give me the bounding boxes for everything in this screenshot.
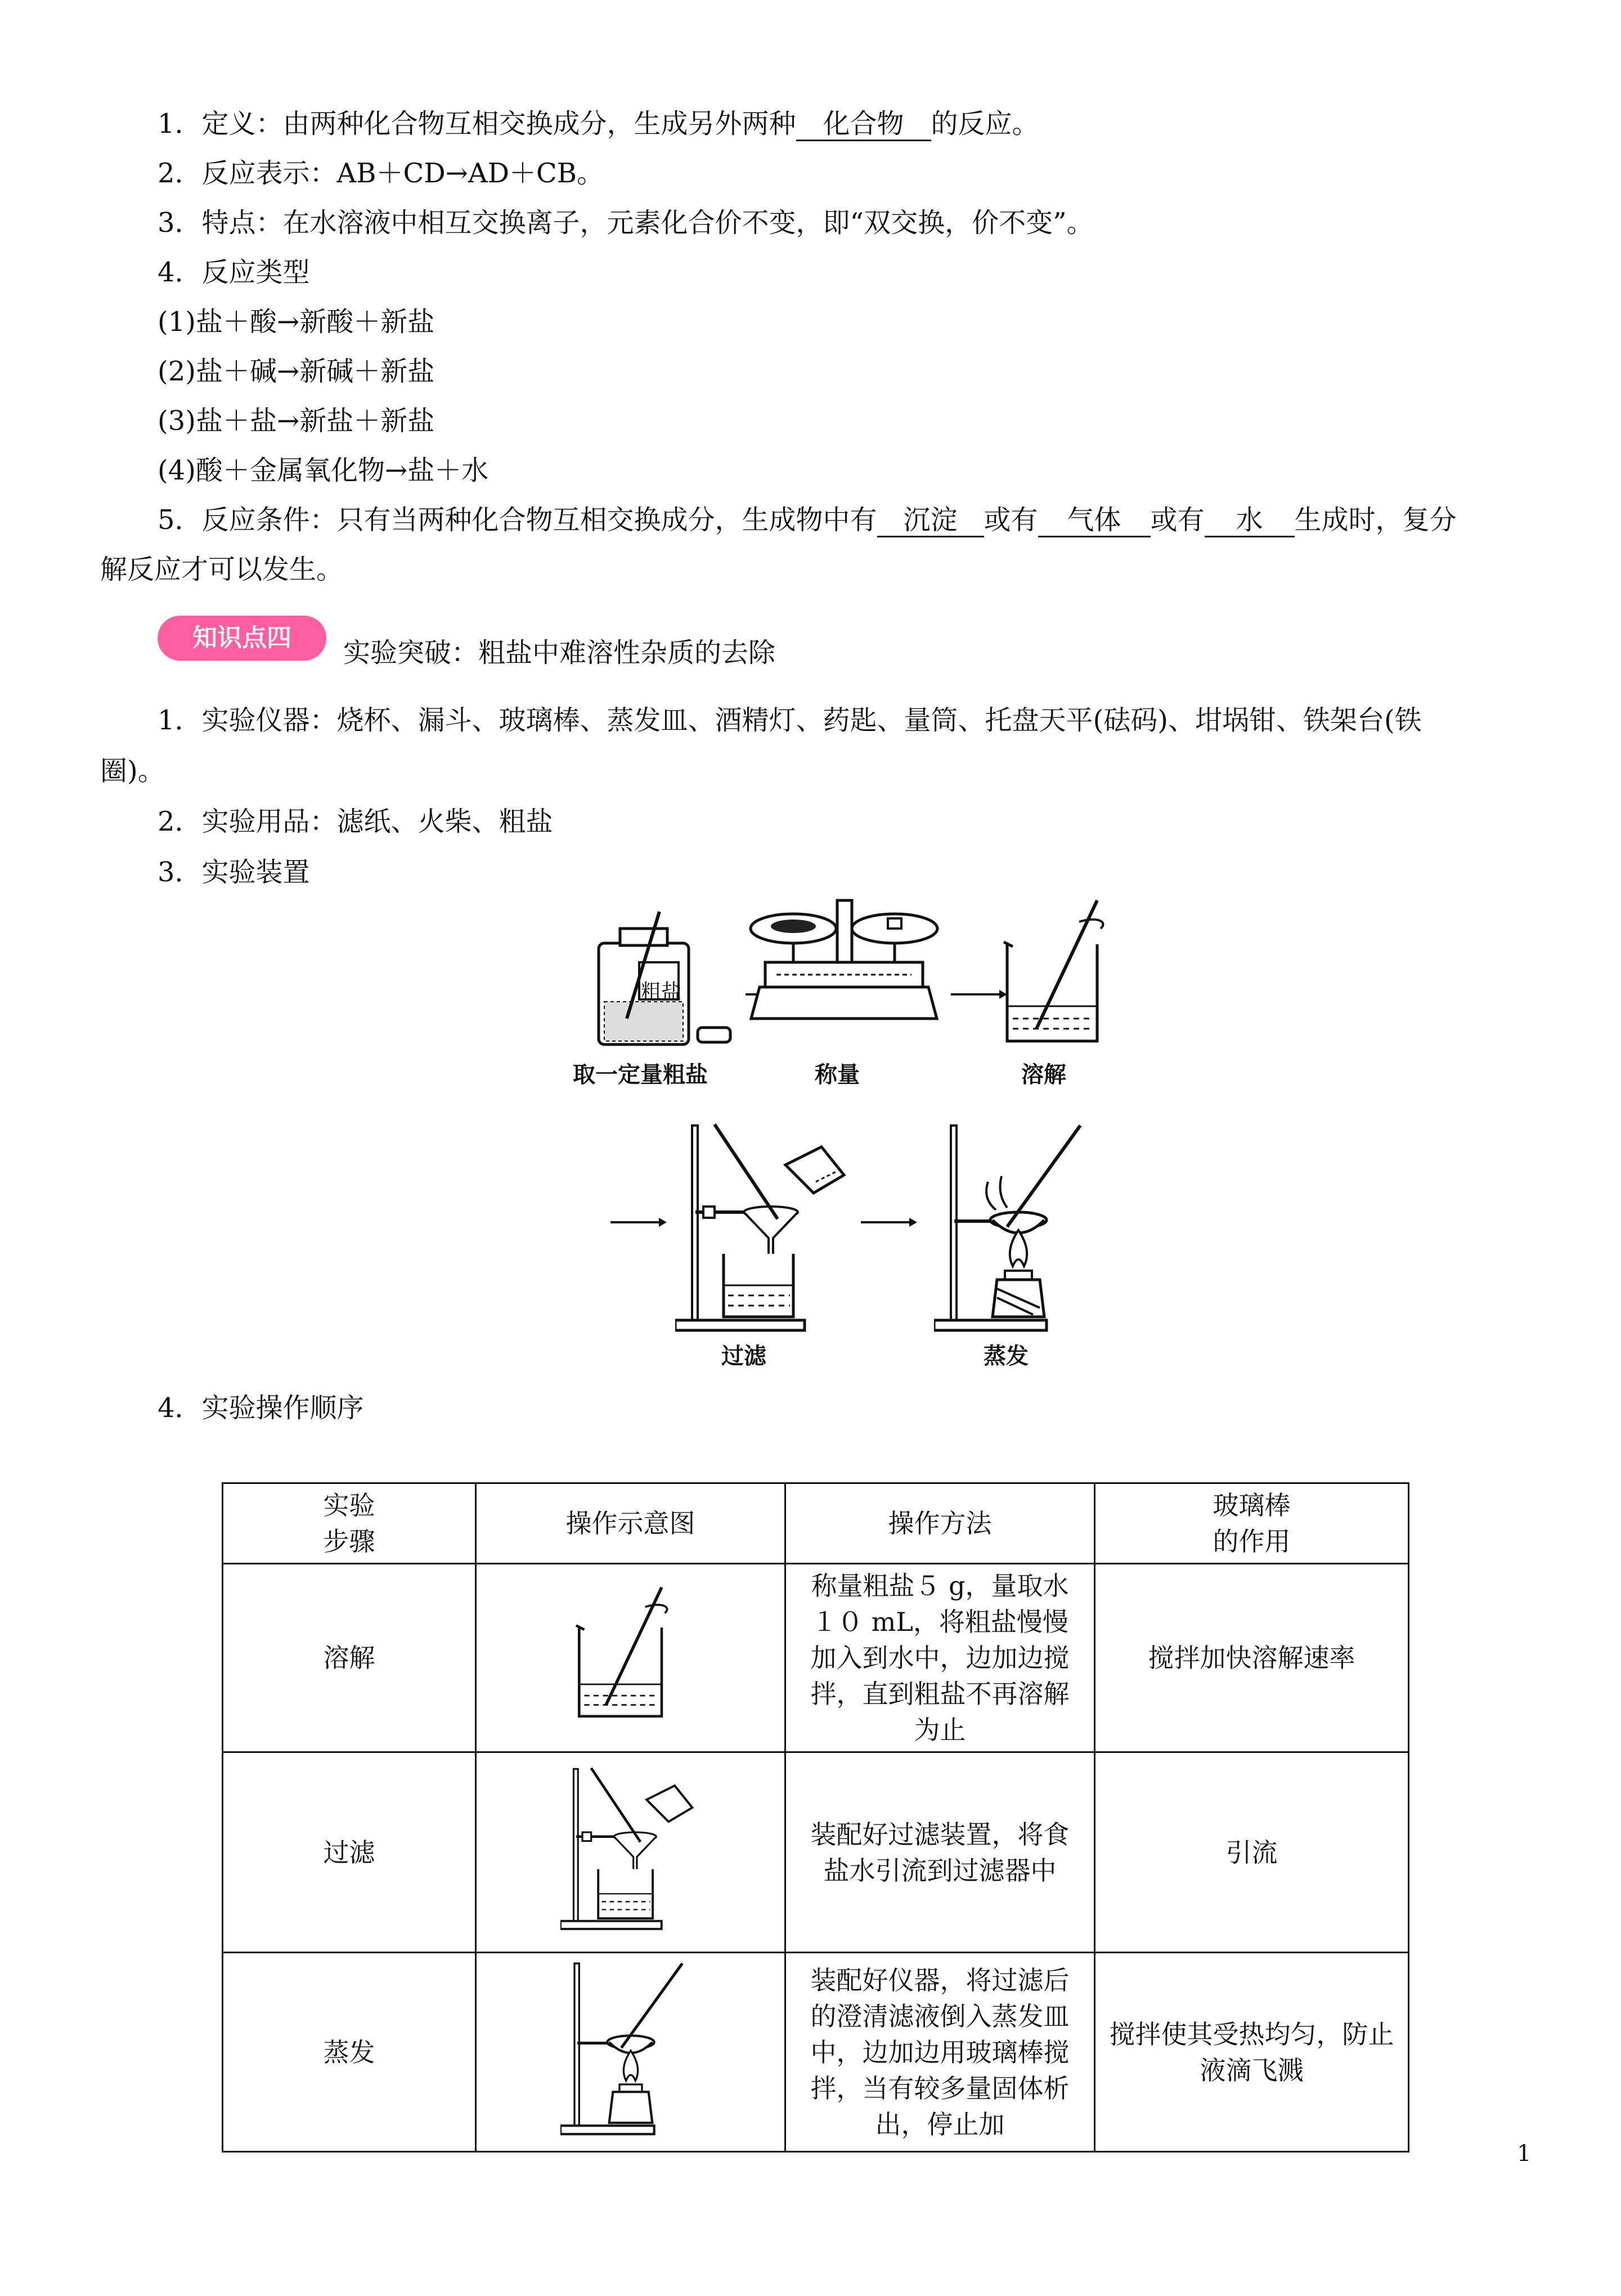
answer-precipitate: 沉淀 [877, 504, 984, 537]
caption-take-salt: 取一定量粗盐 [573, 1062, 708, 1088]
reaction-type-2: (2)盐＋碱→新碱＋新盐 [158, 356, 435, 387]
instruments-cont: 圈)。 [100, 755, 165, 787]
reaction-type-3: (3)盐＋盐→新盐＋新盐 [158, 405, 435, 437]
condition-or-2: 或有 [1150, 504, 1205, 536]
definition-line [158, 106, 1039, 142]
evaporate-diagram [560, 1958, 701, 2138]
role-cell: 引流 [1095, 1752, 1409, 1953]
header-method: 操作方法 [785, 1483, 1095, 1564]
filtration-illustration [675, 1120, 855, 1334]
role-cell: 搅拌使其受热均匀，防止液滴飞溅 [1095, 1953, 1409, 2152]
filter-diagram [560, 1758, 701, 1938]
diagram-cell [476, 1564, 785, 1752]
reaction-type-4: (4)酸＋金属氧化物→盐＋水 [158, 455, 489, 486]
method-cell: 装配好仪器，将过滤后的澄清滤液倒入蒸发皿中，边加边用玻璃棒搅拌，当有较多量固体析出，停止加 [785, 1953, 1095, 2152]
header-diagram: 操作示意图 [476, 1483, 785, 1564]
condition-end: 生成时，复分 [1294, 504, 1457, 536]
answer-compound: 化合物 [796, 108, 931, 141]
reaction-condition-cont: 解反应才可以发生。 [100, 554, 344, 585]
bottle-illustration [592, 889, 738, 1052]
table-row [223, 1752, 1409, 1953]
diagram-cell [476, 1752, 785, 1953]
apparatus-heading: 3．实验装置 [158, 856, 310, 888]
reaction-condition-line [158, 502, 1457, 538]
caption-filter: 过滤 [721, 1343, 766, 1369]
method-cell: 称量粗盐５ g，量取水１０ mL，将粗盐慢慢加入到水中，边加边搅拌，直到粗盐不再溶解为止 [785, 1564, 1095, 1752]
page-number: 1 [1517, 2141, 1532, 2167]
definition-end: 的反应。 [931, 108, 1039, 140]
caption-dissolve: 溶解 [1021, 1062, 1066, 1088]
materials-line: 2．实验用品：滤纸、火柴、粗盐 [158, 806, 553, 837]
balance-illustration [743, 878, 945, 1047]
role-cell: 搅拌加快溶解速率 [1095, 1564, 1409, 1752]
condition-or-1: 或有 [984, 504, 1038, 536]
evaporation-illustration [934, 1120, 1103, 1334]
arrow-4 [861, 1216, 917, 1229]
dissolve-diagram [569, 1575, 693, 1732]
bottle-label: 粗盐 [641, 980, 682, 1003]
table-row [223, 1953, 1409, 2152]
definition-text: 1．定义：由两种化合物互相交换成分，生成另外两种 [158, 108, 796, 140]
caption-evaporate: 蒸发 [984, 1343, 1029, 1369]
dissolve-beaker-illustration [996, 894, 1131, 1051]
step-cell: 过滤 [223, 1752, 476, 1953]
reaction-type-heading: 4．反应类型 [158, 257, 310, 288]
procedure-table [222, 1482, 1409, 2152]
arrow-3 [610, 1216, 667, 1229]
reaction-expression-line: 2．反应表示：AB＋CD→AD＋CB。 [158, 158, 604, 189]
instruments-line: 1．实验仪器：烧杯、漏斗、玻璃棒、蒸发皿、酒精灯、药匙、量筒、托盘天平(砝码)、坩埚钳、铁架台(铁 [158, 705, 1422, 736]
table-header-row [223, 1483, 1409, 1564]
feature-line: 3．特点：在水溶液中相互交换离子，元素化合价不变，即“双交换，价不变”。 [158, 207, 1094, 239]
knowledge-point-badge: 知识点四 [158, 616, 326, 661]
header-step: 实验 步骤 [223, 1483, 476, 1564]
method-cell: 装配好过滤装置，将食盐水引流到过滤器中 [785, 1752, 1095, 1953]
caption-weigh: 称量 [815, 1062, 860, 1088]
procedure-heading: 4．实验操作顺序 [158, 1392, 364, 1424]
table-row [223, 1564, 1409, 1752]
diagram-cell [476, 1953, 785, 2152]
answer-water: 水 [1205, 504, 1295, 537]
step-cell: 溶解 [223, 1564, 476, 1752]
reaction-type-1: (1)盐＋酸→新酸＋新盐 [158, 306, 435, 338]
step-cell: 蒸发 [223, 1953, 476, 2152]
section-title: 实验突破：粗盐中难溶性杂质的去除 [343, 637, 776, 669]
header-rod-role: 玻璃棒 的作用 [1095, 1483, 1409, 1564]
answer-gas: 气体 [1038, 504, 1151, 537]
condition-text: 5．反应条件：只有当两种化合物互相交换成分，生成物中有 [158, 504, 877, 536]
